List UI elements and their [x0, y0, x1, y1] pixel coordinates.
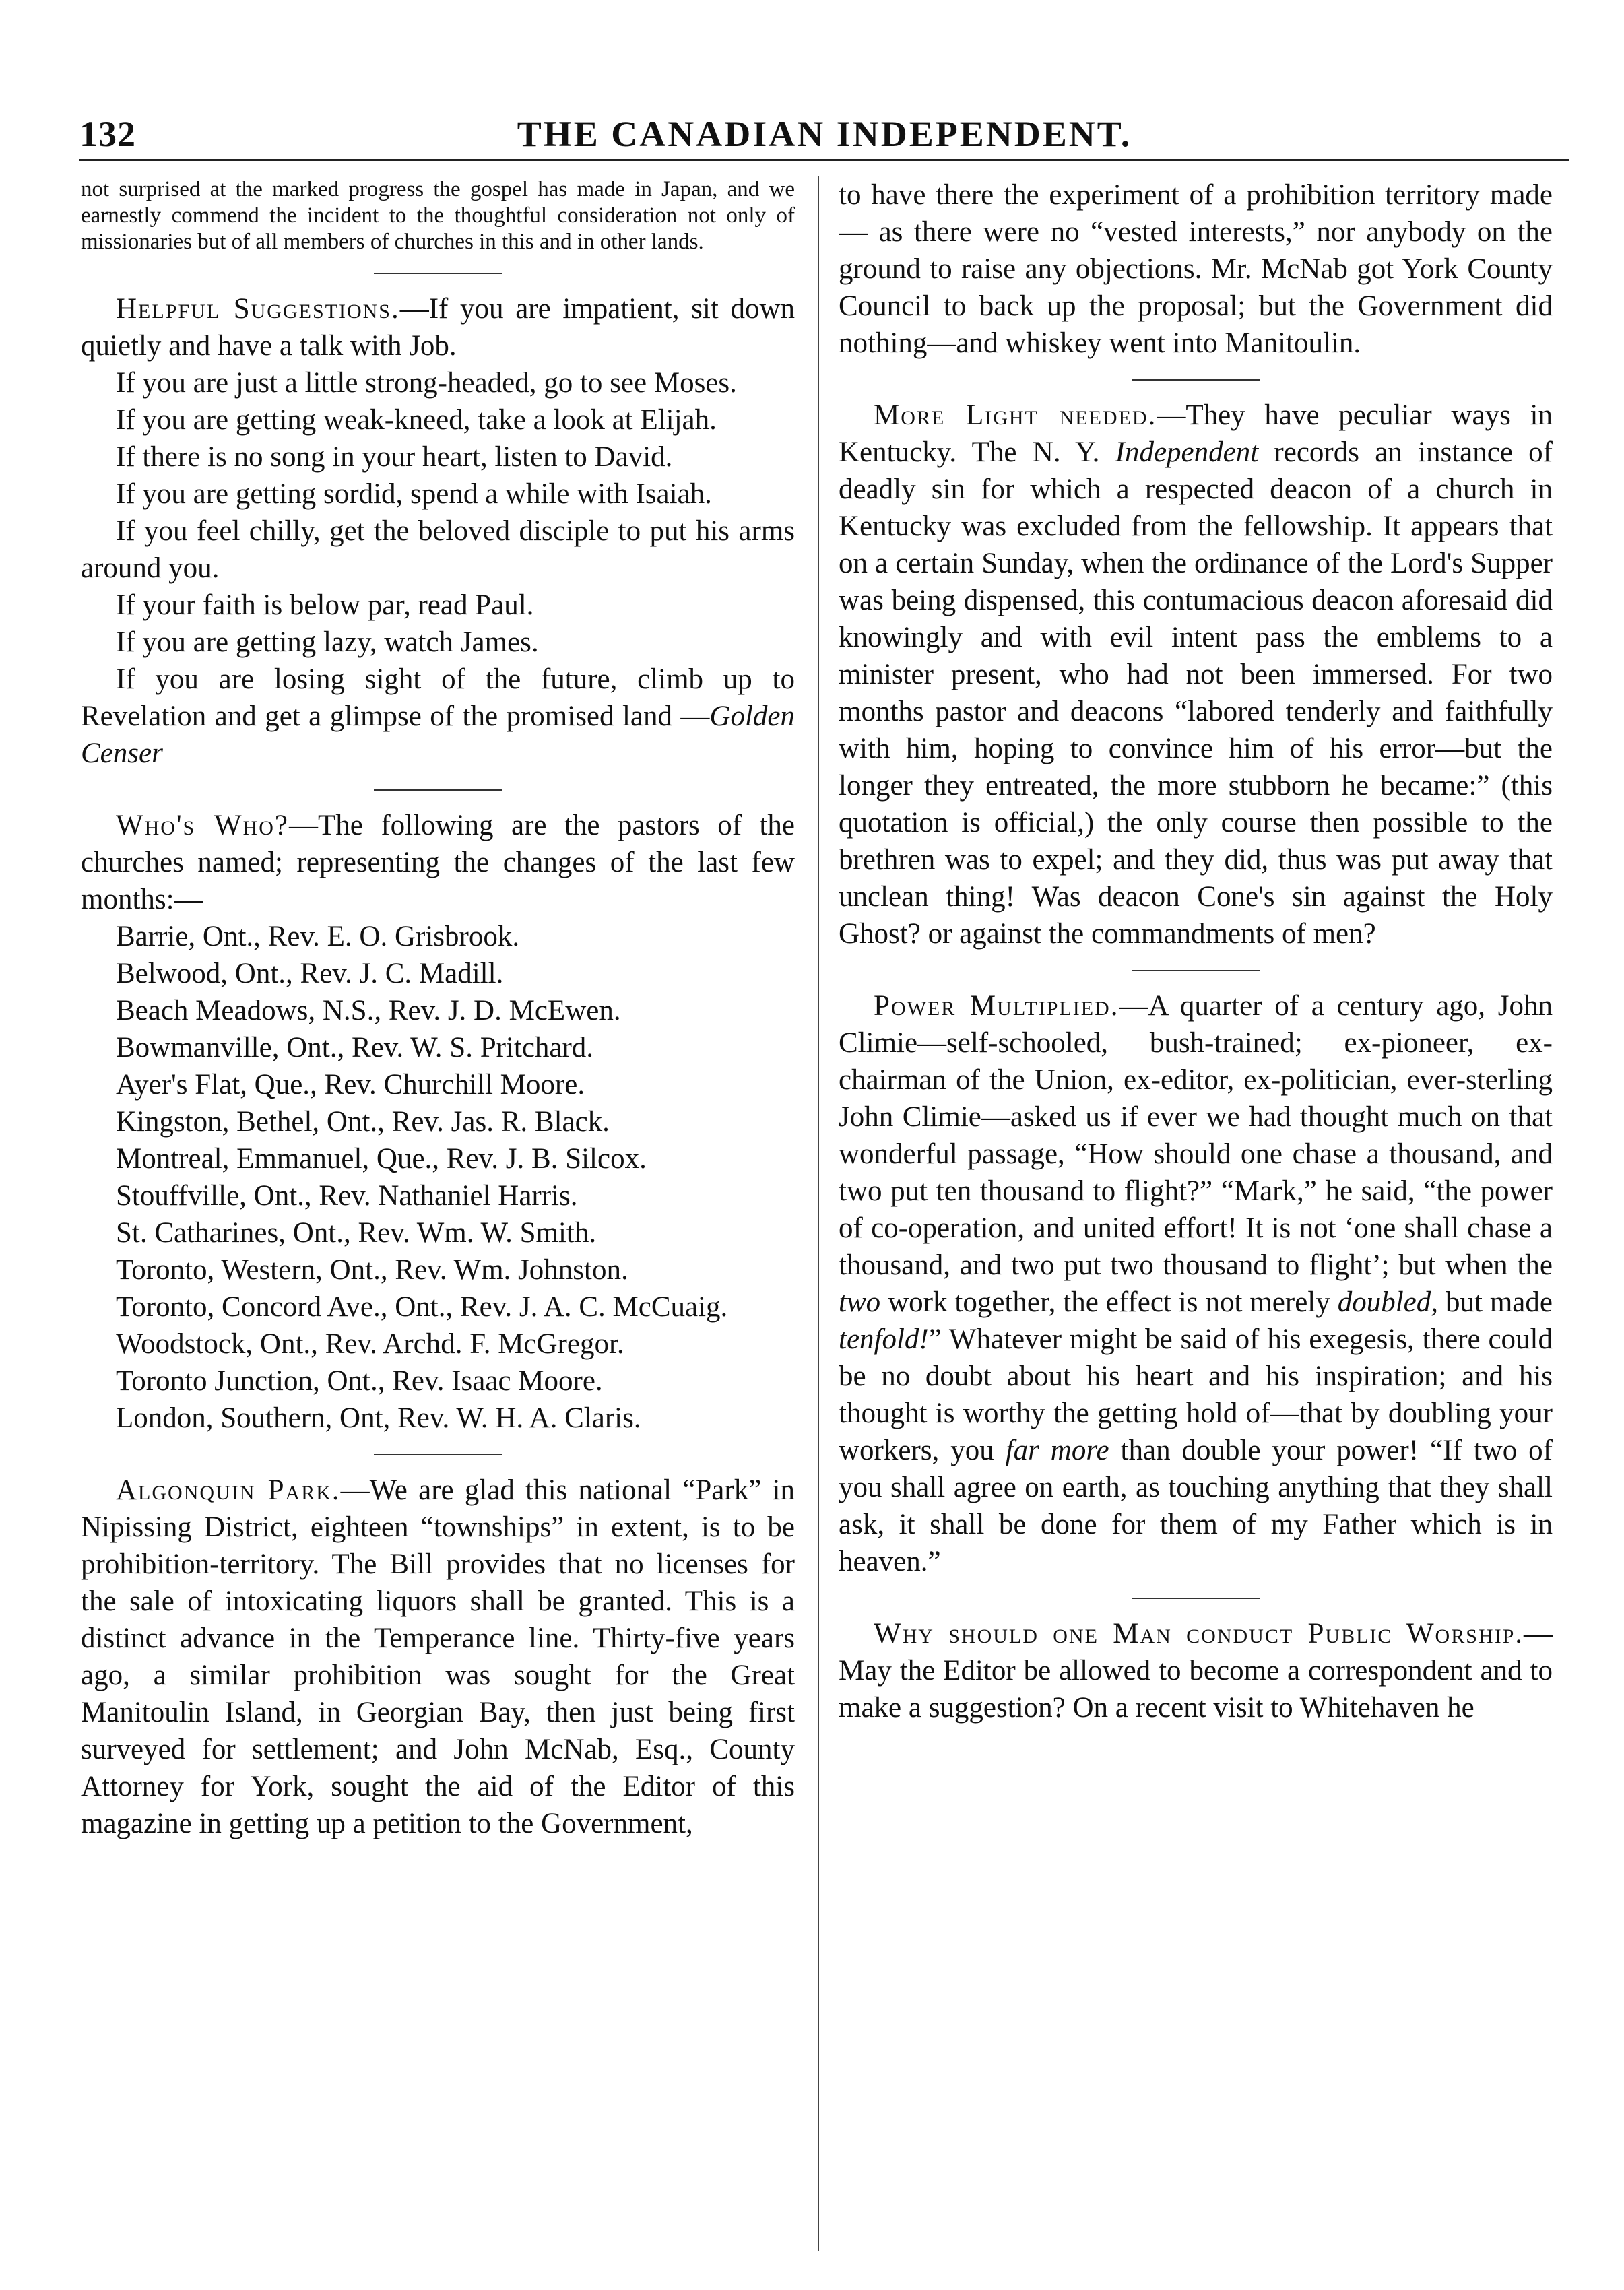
section-separator — [374, 789, 502, 791]
pastor-list-item: Stouffville, Ont., Rev. Nathaniel Harris. — [116, 1180, 578, 1212]
section-heading: Why should one Man conduct Public Worship. — [874, 1618, 1524, 1649]
pastor-list-item: Ayer's Flat, Que., Rev. Churchill Moore. — [116, 1069, 585, 1101]
section-heading: Helpful Suggestions. — [116, 293, 400, 325]
pastor-list-item: Toronto, Concord Ave., Ont., Rev. J. A. C. McCuaig. — [116, 1291, 728, 1323]
algonquin-continuation: to have there the experiment of a prohibition territory made — as there were no “vested interests,” nor anybody on the ground to raise any objections. Mr. McNab got York County Council to back up the proposal; but the Government did nothing—and whiskey went into Manitoulin. — [839, 179, 1553, 359]
source-attribution: Golden Censer — [81, 700, 795, 769]
pastor-list-item: St. Catharines, Ont., Rev. Wm. W. Smith. — [116, 1217, 597, 1249]
right-column — [839, 176, 1553, 2251]
power-text: —A quarter of a century ago, John Climie—self-schooled, bush-trained; ex-pioneer, ex-chairman of the Union, ex-editor, ex-politician, ever-sterling John Climie—asked us if ever we had thought much on that wonderful passage, “How should one chase a thousand, and two put ten thousand to flight?” “Mark,” he said, “the power of co-operation, and united effort! It is not ‘one shall chase a thousand, and two put two thousand to flight’; but when the — [839, 990, 1553, 1281]
section-heading: Who's Who? — [116, 810, 290, 841]
emphasis: doubled, — [1337, 1286, 1438, 1318]
section-heading: Power Multiplied. — [874, 990, 1119, 1022]
section-separator — [1132, 379, 1260, 381]
helpful-line: If you are losing sight of the future, climb up to Revelation and get a glimpse of the promised land — — [81, 663, 795, 732]
helpful-line: If you are getting weak-kneed, take a look at Elijah. — [116, 404, 717, 436]
pastor-list-item: Bowmanville, Ont., Rev. W. S. Pritchard. — [116, 1032, 594, 1064]
helpful-suggestions-section — [81, 290, 795, 772]
pastor-list-item: London, Southern, Ont, Rev. W. H. A. Claris. — [116, 1402, 641, 1434]
section-separator — [1132, 970, 1260, 971]
helpful-line: If there is no song in your heart, listen to David. — [116, 441, 673, 473]
emphasis: tenfold! — [839, 1323, 929, 1355]
column-divider — [818, 176, 819, 2251]
more-light-paragraph — [839, 397, 1553, 952]
page-number: 132 — [79, 114, 136, 154]
algonquin-section — [81, 1472, 795, 1842]
pastor-list-item: Belwood, Ont., Rev. J. C. Madill. — [116, 958, 504, 989]
section-separator — [374, 273, 502, 274]
section-separator — [374, 1454, 502, 1455]
emphasis: two — [839, 1286, 881, 1318]
pastor-list-item: Toronto Junction, Ont., Rev. Isaac Moore. — [116, 1365, 603, 1397]
whos-who-intro-text: —The following are the pastors of the churches named; representing the changes of the last few months:— — [81, 810, 795, 915]
left-column — [81, 176, 795, 2251]
section-heading: Algonquin Park. — [116, 1474, 341, 1506]
pastor-list-item: Barrie, Ont., Rev. E. O. Grisbrook. — [116, 921, 520, 952]
pastor-list-item: Beach Meadows, N.S., Rev. J. D. McEwen. — [116, 995, 621, 1026]
emphasis: far more — [1005, 1435, 1109, 1466]
power-multiplied-paragraph — [839, 987, 1553, 1580]
helpful-last-line — [81, 661, 795, 772]
journal-title: THE CANADIAN INDEPENDENT. — [517, 114, 1132, 154]
header-rule — [79, 159, 1569, 161]
whos-who-intro — [81, 807, 795, 918]
helpful-line: If you are getting sordid, spend a while with Isaiah. — [116, 478, 712, 510]
pastor-list-item: Montreal, Emmanuel, Que., Rev. J. B. Silcox. — [116, 1143, 647, 1175]
power-text: but made — [1438, 1286, 1553, 1318]
section-separator — [1132, 1598, 1260, 1599]
algonquin-paragraph — [81, 1472, 795, 1842]
power-text: than double your power! “If two of you shall agree on earth, as touching anything that they shall ask, it shall be done for them of my Father which is in heaven.” — [839, 1435, 1553, 1577]
more-light-text: —They have peculiar ways in Kentucky. The N. Y. — [839, 399, 1553, 468]
intro-paragraph: not surprised at the marked progress the gospel has made in Japan, and we earnestly commend the incident to the thoughtful consideration not only of missionaries but of all members of churches in this and in other lands. — [81, 177, 795, 254]
more-light-text: records an instance of deadly sin for which a respected deacon of a church in Kentucky was excluded from the fellowship. It appears that on a certain Sunday, when the ordinance of the Lord's Supper was being dispensed, this contumacious deacon aforesaid did knowingly and with evil intent pass the emblems to a minister present, who had not been immersed. For two months pastor and deacons “labored tenderly and faithfully with him, hoping to convince him of his error—but the longer they entreated, the more stubborn he became:” (this quotation is official,) the only course then possible to the brethren was to expel; and they did, thus was put away that unclean thing! Was deacon Cone's sin against the Holy Ghost? or against the commandments of men? — [839, 436, 1553, 950]
power-text: work together, the effect is not merely — [880, 1286, 1338, 1318]
helpful-first-line — [81, 290, 795, 364]
helpful-line: If your faith is below par, read Paul. — [116, 589, 534, 621]
helpful-line: If you are getting lazy, watch James. — [116, 626, 539, 658]
pastor-list-item: Kingston, Bethel, Ont., Rev. Jas. R. Black. — [116, 1106, 610, 1138]
why-should-text: —May the Editor be allowed to become a correspondent and to make a suggestion? On a recent visit to Whitehaven he — [839, 1618, 1553, 1724]
whos-who-section — [81, 807, 795, 1437]
pastor-list-item: Woodstock, Ont., Rev. Archd. F. McGregor. — [116, 1328, 624, 1360]
why-should-paragraph — [839, 1615, 1553, 1726]
helpful-line: —If you are impatient, sit down quietly and have a talk with Job. — [81, 293, 795, 362]
power-text: ” Whatever might be said of his exegesis, there could be no doubt about his heart and his inspiration; and his thought is worthy the getting hold of—that by doubling your workers, you — [839, 1323, 1553, 1466]
helpful-line: If you are just a little strong-headed, go to see Moses. — [116, 367, 737, 399]
helpful-line: If you feel chilly, get the beloved disciple to put his arms around you. — [81, 515, 795, 584]
algonquin-text: —We are glad this national “Park” in Nipissing District, eighteen “townships” in extent, is to be prohibition-territory. The Bill provides that no licenses for the sale of intoxicating liquors shall be granted. This is a distinct advance in the Temperance line. Thirty-five years ago, a similar prohibition was sought for the Great Manitoulin Island, in Georgian Bay, then just being first surveyed for settlement; and John McNab, Esq., County Attorney for York, sought the aid of the Editor of this magazine in getting up a petition to the Government, — [81, 1474, 795, 1839]
publication-name: Independent — [1115, 436, 1259, 468]
section-heading: More Light needed. — [874, 399, 1157, 431]
pastor-list-item: Toronto, Western, Ont., Rev. Wm. Johnston. — [116, 1254, 628, 1286]
